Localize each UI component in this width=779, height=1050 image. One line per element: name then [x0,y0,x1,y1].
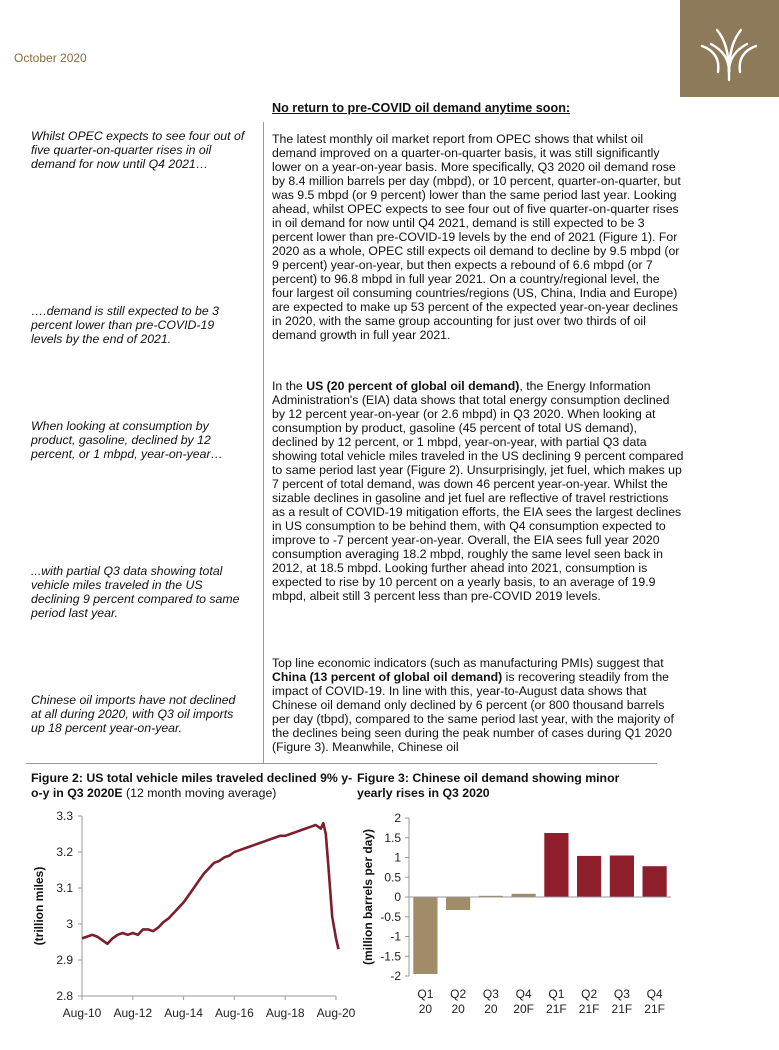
x-tick-label-year: 21F [611,1002,633,1016]
column-divider [263,122,264,763]
y-tick-label: 1.5 [384,830,401,845]
x-tick-label: Aug-16 [215,1006,254,1020]
paragraph-china: Top line economic indicators (such as manufacturing PMIs) suggest that China (13 percent of global oil demand) is recovering steadily from the impact of COVID-19. In line with this, year-to-August data shows that Chinese oil demand only declined by 6 percent (or 800 thousand barrels per day (tbpd), compared to the same period last year, with the majority of the declines being seen during the peak number of cases during Q1 2020 (Figure 3). Meanwhile, Chinese oil [272,656,674,754]
x-tick-label-quarter: Q1 [548,987,565,1001]
y-tick-label: -1 [390,929,401,944]
y-tick-label: 2 [394,811,401,825]
y-tick-label: -0.5 [380,909,401,924]
sidebar-note-1: Whilst OPEC expects to see four out of five quarter-on-quarter rises in oil demand for now until Q4 2021… [31,129,245,171]
y-tick-label: 3.3 [56,809,73,823]
brand-logo [680,0,779,97]
vehicle-miles-series-line [82,823,339,949]
figure-divider [26,763,657,764]
demand-bar [610,856,634,898]
x-tick-label: Aug-14 [164,1006,203,1020]
x-tick-label: Aug-10 [62,1006,102,1020]
x-tick-label-quarter: Q3 [482,987,499,1001]
x-tick-label: Aug-18 [265,1006,305,1020]
demand-bar [544,833,568,897]
y-tick-label: 3.1 [56,881,73,895]
x-tick-label-year: 20F [513,1002,534,1016]
us-share-bold: US (20 percent of global oil demand) [306,379,520,393]
sidebar-note-4: ...with partial Q3 data showing total vehicle miles traveled in the US declining 9 percent compared to same period last year. [31,564,240,620]
x-tick-label: Aug-20 [316,1006,356,1020]
y-tick-label: 2.9 [56,953,73,967]
x-tick-label-quarter: Q3 [613,987,630,1001]
figure-3-title: Figure 3: Chinese oil demand showing minor yearly rises in Q3 2020 [357,771,620,800]
figure-3-bar-chart [357,806,677,1028]
sidebar-note-5: Chinese oil imports have not declined at all during 2020, with Q3 oil imports up 18 percent year-on-year. [31,693,236,735]
tree-logo-icon [680,0,779,97]
figure-2-title: Figure 2: US total vehicle miles traveled declined 9% y-o-y in Q3 2020E (12 month moving average) [31,771,353,800]
sidebar-note-2: ….demand is still expected to be 3 percent lower than pre-COVID-19 levels by the end of 2021. [31,304,219,346]
y-axis-label: (trillion miles) [32,866,46,946]
x-tick-label-quarter: Q2 [450,987,467,1001]
demand-bar [577,856,601,897]
report-date: October 2020 [14,51,87,65]
paragraph-opec: The latest monthly oil market report from OPEC shows that whilst oil demand improved on a quarter-on-quarter basis, it was still significantly lower on a year-on-year basis. More specifically, Q3 2020 oil demand rose by 8.4 million barrels per day (mbpd), or 10 percent, quarter-on-quarter, but was 9.5 mbpd (or 9 percent) lower than the same period last year. Looking ahead, whilst OPEC expects to see four out of five quarter-on-quarter rises in oil demand for now until Q4 2021, demand is still expected to be 3 percent lower than pre-COVID-19 levels by the end of 2021 (Figure 1). For 2020 as a whole, OPEC still expects oil demand to decline by 9.5 mbpd (or 9 percent) year-on-year, but then expects a rebound of 6.6 mbpd (or 7 percent) to 96.8 mbpd in full year 2021. On a country/regional level, the four largest oil consuming countries/regions (US, China, India and Europe) are expected to make up 53 percent of the expected year-on-year declines in 2020, with the same group accounting for just over two thirds of oil demand growth in full year 2021. [272,132,681,342]
x-tick-label-year: 21F [644,1002,665,1016]
y-tick-label: -2 [390,969,401,983]
demand-bar [446,897,470,910]
figure-2-line-chart [26,806,356,1028]
paragraph-us: In the US (20 percent of global oil demand), the Energy Information Administration's (EIA) data shows that total energy consumption declined by 12 percent year-on-year (or 2.6 mbpd) in Q3 2020. When looking at consumption by product, gasoline (45 percent of total US demand), declined by 12 percent, or 1 mbpd, year-on-year, with partial Q3 data showing total vehicle miles traveled in the US declining 9 percent compared to same period last year (Figure 2). Unsurprisingly, jet fuel, which makes up 7 percent of total demand, was down 46 percent year-on-year. Whilst the sizable declines in gasoline and jet fuel are reflective of travel restrictions as a result of COVID-19 mitigation efforts, the EIA sees the largest declines in US consumption to be behind them, with Q4 consumption expected to improve to -7 percent year-on-year. Overall, the EIA sees full year 2020 consumption averaging 18.2 mbpd, roughly the same level seen back in 2012, at 18.5 mbpd. Looking further ahead into 2021, consumption is expected to rise by 10 percent on a yearly basis, to an average of 19.9 mbpd, albeit still 3 percent less than pre-COVID 2019 levels. [272,379,684,603]
x-tick-label-year: 21F [578,1002,600,1016]
y-tick-label: 3.2 [56,845,73,859]
demand-bar [643,866,667,897]
china-share-bold: China (13 percent of global oil demand) [272,670,503,684]
y-axis-label: (million barrels per day) [361,828,375,966]
y-tick-label: 2.8 [56,989,73,1003]
y-tick-label: 3 [66,917,73,931]
x-tick-label-year: 20 [451,1002,465,1016]
y-tick-label: -1.5 [380,949,401,964]
x-tick-label-quarter: Q1 [417,987,434,1001]
section-heading: No return to pre-COVID oil demand anytime soon: [272,101,571,115]
x-tick-label-quarter: Q4 [646,987,663,1001]
x-tick-label-year: 20 [418,1002,433,1016]
x-tick-label-year: 21F [546,1002,567,1016]
demand-bar [413,897,437,974]
x-tick-label-quarter: Q4 [515,987,532,1001]
y-tick-label: 1 [394,850,401,865]
x-tick-label-quarter: Q2 [581,987,598,1001]
y-tick-label: 0 [394,890,401,904]
sidebar-note-3: When looking at consumption by product, gasoline, declined by 12 percent, or 1 mbpd, year-on-year… [31,419,223,461]
y-tick-label: 0.5 [384,870,401,885]
x-tick-label: Aug-12 [113,1006,153,1020]
x-tick-label-year: 20 [484,1002,498,1016]
